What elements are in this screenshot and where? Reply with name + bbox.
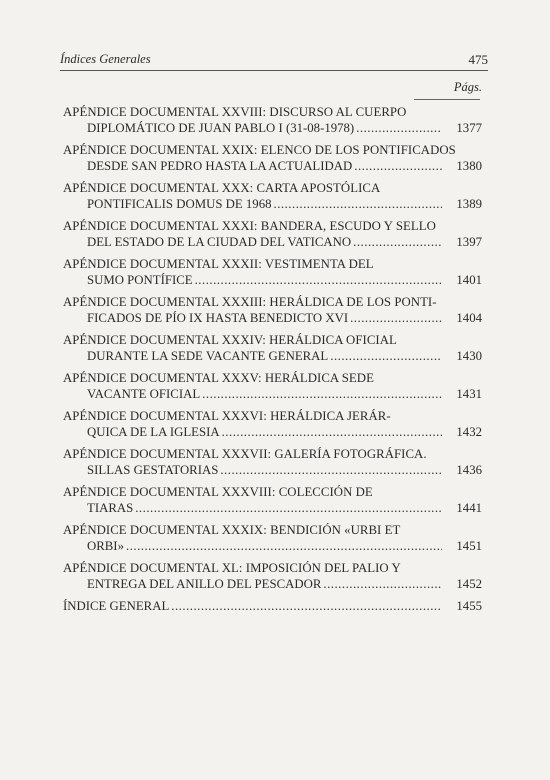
dot-leader — [350, 310, 442, 326]
dot-leader — [171, 598, 442, 614]
toc-entry-leader-line — [63, 272, 482, 288]
toc-entry-title-line: APÉNDICE DOCUMENTAL XXXIX: BENDICIÓN «URBI ET — [63, 523, 401, 537]
page-number: 475 — [468, 52, 488, 67]
toc-entry[interactable] — [63, 370, 482, 402]
toc-entry-title-line: APÉNDICE DOCUMENTAL XXXVIII: COLECCIÓN DE — [63, 485, 373, 499]
dot-leader — [353, 234, 442, 250]
toc-entry-title-line: DESDE SAN PEDRO HASTA LA ACTUALIDAD — [87, 159, 353, 173]
toc-entry[interactable] — [63, 180, 482, 212]
toc-entry-title-line: APÉNDICE DOCUMENTAL XXXIV: HERÁLDICA OFICIAL — [63, 333, 397, 347]
toc-entry-title-line: APÉNDICE DOCUMENTAL XXXIII: HERÁLDICA DE LOS PONTI- — [63, 295, 437, 309]
toc-entry[interactable] — [63, 142, 482, 174]
toc-entry-page: 1377 — [456, 121, 482, 135]
toc-entry-leader-line — [63, 348, 482, 364]
toc-entry[interactable] — [63, 256, 482, 288]
toc-entry-title-line: APÉNDICE DOCUMENTAL XXXVII: GALERÍA FOTOGRÁFICA. — [63, 447, 427, 461]
toc-entry[interactable] — [63, 446, 482, 478]
toc-entry-leader-line — [63, 310, 482, 326]
toc-entry-leader-line — [63, 234, 482, 250]
running-header-title: Índices Generales — [60, 52, 151, 66]
dot-leader — [354, 158, 442, 174]
toc-entry-leader-line — [63, 120, 482, 136]
dot-leader — [202, 386, 442, 402]
toc-entry-page: 1431 — [456, 387, 482, 401]
running-header — [60, 50, 488, 71]
pages-column-rule — [414, 99, 480, 100]
toc-entry-leader-line — [63, 158, 482, 174]
dot-leader — [274, 196, 443, 212]
pages-column-label: Págs. — [453, 80, 482, 94]
dot-leader — [222, 424, 442, 440]
toc-entry-title-line: DIPLOMÁTICO DE JUAN PABLO I (31-08-1978) — [87, 121, 355, 135]
toc-entry-title-line: APÉNDICE DOCUMENTAL XXXVI: HERÁLDICA JERÁR- — [63, 409, 391, 423]
toc-entry-page: 1441 — [456, 501, 482, 515]
toc-entry-leader-line — [63, 424, 482, 440]
dot-leader — [330, 348, 442, 364]
toc-entry[interactable] — [63, 294, 482, 326]
toc-entry-title-line: ÍNDICE GENERAL — [63, 599, 170, 613]
toc-entry-title-line: SUMO PONTÍFICE — [87, 273, 193, 287]
toc-entry-title-line: DURANTE LA SEDE VACANTE GENERAL — [87, 349, 329, 363]
toc-entry-page: 1455 — [456, 599, 482, 613]
toc-entry[interactable] — [63, 332, 482, 364]
dot-leader — [126, 538, 442, 554]
toc-entry-title-line: DEL ESTADO DE LA CIUDAD DEL VATICANO — [87, 235, 352, 249]
toc-entry[interactable] — [63, 484, 482, 516]
toc-entry-title-line: APÉNDICE DOCUMENTAL XXX: CARTA APOSTÓLICA — [63, 181, 381, 195]
toc-entry-page: 1452 — [456, 577, 482, 591]
toc-entry[interactable] — [63, 522, 482, 554]
toc-entry-title-line: APÉNDICE DOCUMENTAL XXXV: HERÁLDICA SEDE — [63, 371, 374, 385]
toc-entry[interactable] — [63, 218, 482, 250]
toc-entry-title-line: SILLAS GESTATORIAS — [87, 463, 219, 477]
dot-leader — [135, 500, 442, 516]
toc-entry-leader-line — [63, 196, 482, 212]
toc-entry-page: 1401 — [456, 273, 482, 287]
toc-entry-title-line: QUICA DE LA IGLESIA — [87, 425, 220, 439]
toc-entry-title-line: TIARAS — [87, 501, 134, 515]
dot-leader — [195, 272, 442, 288]
toc-entry-page: 1432 — [456, 425, 482, 439]
toc-entry[interactable] — [63, 104, 482, 136]
toc-entry-page: 1430 — [456, 349, 482, 363]
toc-entry-page: 1404 — [456, 311, 482, 325]
dot-leader — [323, 576, 442, 592]
toc-entry-title-line: APÉNDICE DOCUMENTAL XXXI: BANDERA, ESCUDO Y SELLO — [63, 219, 436, 233]
toc-entry-leader-line — [63, 538, 482, 554]
toc-entry[interactable] — [63, 408, 482, 440]
toc-entry-title-line: APÉNDICE DOCUMENTAL XXIX: ELENCO DE LOS PONTIFICADOS — [63, 143, 456, 157]
toc-entry-page: 1380 — [456, 159, 482, 173]
toc-entry-page: 1397 — [456, 235, 482, 249]
toc-entry-title-line: VACANTE OFICIAL — [87, 387, 201, 401]
toc-entry-page: 1451 — [456, 539, 482, 553]
toc-entry-title-line: ORBI» — [87, 539, 124, 553]
toc-entry-title-line: APÉNDICE DOCUMENTAL XXVIII: DISCURSO AL CUERPO — [63, 105, 407, 119]
toc-entry-leader-line — [63, 386, 482, 402]
toc-entry-title-line: PONTIFICALIS DOMUS DE 1968 — [87, 197, 272, 211]
dot-leader — [220, 462, 442, 478]
toc-entry-leader-line — [63, 576, 482, 592]
toc-entry-title-line: APÉNDICE DOCUMENTAL XXXII: VESTIMENTA DEL — [63, 257, 374, 271]
dot-leader — [356, 120, 442, 136]
table-of-contents — [63, 104, 482, 620]
toc-entry-leader-line — [63, 462, 482, 478]
toc-entry-page: 1436 — [456, 463, 482, 477]
toc-entry[interactable] — [63, 598, 482, 614]
toc-entry-leader-line — [63, 598, 482, 614]
toc-entry-page: 1389 — [456, 197, 482, 211]
toc-entry-leader-line — [63, 500, 482, 516]
toc-entry-title-line: FICADOS DE PÍO IX HASTA BENEDICTO XVI — [87, 311, 349, 325]
toc-entry[interactable] — [63, 560, 482, 592]
toc-entry-title-line: ENTREGA DEL ANILLO DEL PESCADOR — [87, 577, 322, 591]
toc-entry-title-line: APÉNDICE DOCUMENTAL XL: IMPOSICIÓN DEL PALIO Y — [63, 561, 401, 575]
